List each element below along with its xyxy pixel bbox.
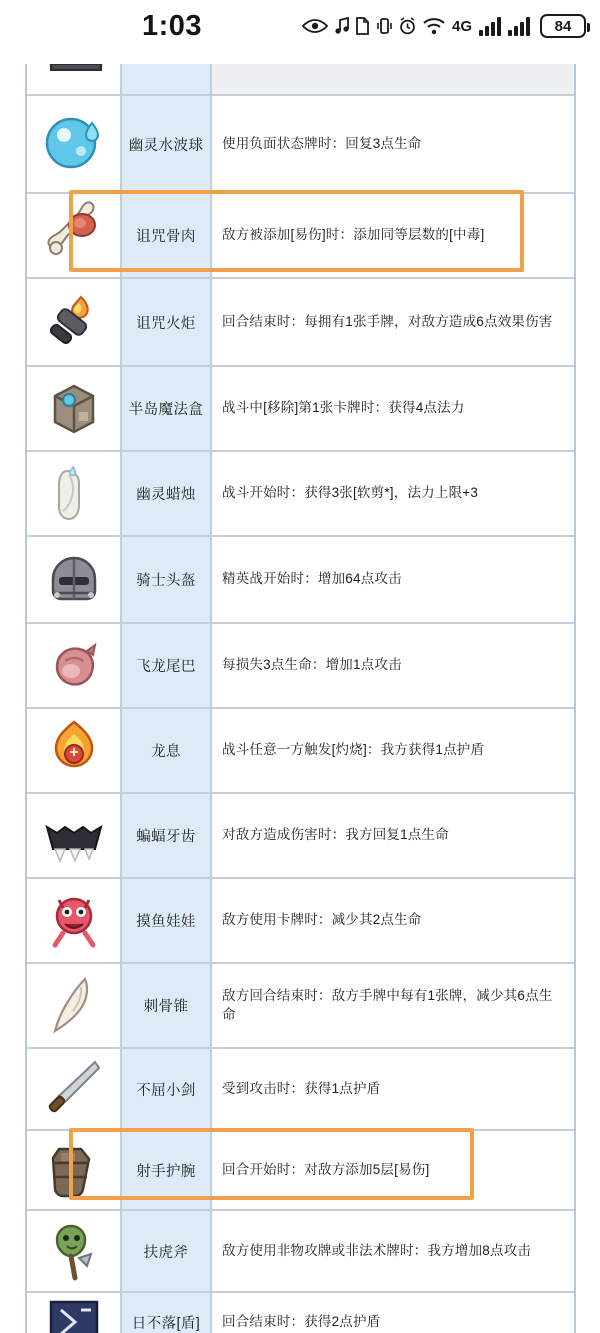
item-name: 诅咒骨肉: [122, 194, 212, 277]
table-row[interactable]: [27, 1049, 574, 1131]
item-name: 摸鱼娃娃: [122, 879, 212, 962]
table-row[interactable]: [27, 709, 574, 794]
item-icon-cell: [27, 367, 122, 450]
network-type-label: 4G: [451, 17, 472, 35]
knight-helmet-icon: [37, 543, 111, 617]
item-icon-cell: [27, 194, 122, 277]
item-icon-cell: [27, 1293, 122, 1333]
status-time: 1:03: [142, 10, 203, 42]
table-row[interactable]: [27, 367, 574, 452]
item-name: 日不落[盾]: [122, 1293, 212, 1333]
battery-level: 84: [554, 17, 572, 35]
unyielding-short-sword-icon: [37, 1052, 111, 1126]
item-table: [25, 0, 576, 1333]
cursed-torch-icon: [37, 285, 111, 359]
item-name: 诅咒火炬: [122, 279, 212, 365]
item-name: 飞龙尾巴: [122, 624, 212, 707]
item-name: 扶虎斧: [122, 1211, 212, 1291]
item-effect: 敌方回合结束时：敌方手牌中每有1张牌，减少其6点生命: [222, 988, 553, 1022]
item-icon-cell: [27, 879, 122, 962]
vibrate-icon: [376, 17, 392, 35]
table-row[interactable]: [27, 1293, 574, 1333]
table-row[interactable]: [27, 1131, 574, 1211]
bat-fang-icon: [37, 799, 111, 873]
file-icon: [356, 17, 369, 35]
item-effect: 敌方使用非物攻牌或非法术牌时：我方增加8点攻击: [222, 1242, 532, 1258]
eye-icon: [302, 18, 328, 34]
dragon-breath-icon: [37, 714, 111, 788]
battery-icon: [540, 14, 586, 38]
item-effect: 每损失3点生命：增加1点攻击: [222, 657, 402, 673]
signal-bars-2-icon: [508, 16, 530, 36]
item-icon-cell: [27, 279, 122, 365]
item-effect: 对敌方造成伤害时：我方回复1点生命: [222, 827, 449, 843]
item-effect: 受到攻击时：获得1点护盾: [222, 1080, 381, 1096]
table-row[interactable]: [27, 624, 574, 709]
bone-spike-icon: [37, 969, 111, 1043]
wyvern-tail-icon: [37, 629, 111, 703]
status-bar: [0, 0, 600, 64]
alarm-icon: [399, 17, 416, 35]
item-effect: 战斗开始时：获得3张[软剪*]，法力上限+3: [222, 485, 479, 501]
item-name: 射手护腕: [122, 1131, 212, 1209]
fish-doll-icon: [37, 884, 111, 958]
music-note-icon: [335, 17, 349, 35]
signal-bars-1-icon: [479, 16, 501, 36]
item-effect: 战斗任意一方触发[灼烧]：我方获得1点护盾: [222, 742, 485, 758]
tiger-support-axe-icon: [37, 1214, 111, 1288]
item-name: 骑士头盔: [122, 537, 212, 622]
item-name: 蝙蝠牙齿: [122, 794, 212, 877]
table-row[interactable]: [27, 879, 574, 964]
item-effect: 敌方使用卡牌时：减少其2点生命: [222, 912, 422, 928]
item-effect: 战斗中[移除]第1张卡牌时：获得4点法力: [222, 400, 465, 416]
sunset-shield-icon: [37, 1296, 111, 1333]
ghost-water-orb-icon: [37, 107, 111, 181]
item-icon-cell: [27, 1049, 122, 1129]
table-row[interactable]: [27, 194, 574, 279]
item-icon-cell: [27, 709, 122, 792]
item-name: 不屈小剑: [122, 1049, 212, 1129]
wifi-icon: [423, 18, 445, 35]
peninsula-magic-box-icon: [37, 372, 111, 446]
item-effect: 精英战开始时：增加64点攻击: [222, 571, 402, 587]
item-icon-cell: [27, 794, 122, 877]
table-row[interactable]: [27, 1211, 574, 1293]
item-effect: 使用负面状态牌时：回复3点生命: [222, 135, 422, 151]
table-row[interactable]: [27, 96, 574, 194]
item-name: 刺骨锥: [122, 964, 212, 1047]
item-name: 幽灵蜡烛: [122, 452, 212, 535]
archer-bracer-icon: [37, 1133, 111, 1207]
item-icon-cell: [27, 1211, 122, 1291]
ghost-candle-icon: [37, 457, 111, 531]
item-icon-cell: [27, 624, 122, 707]
item-effect: 回合结束时：每拥有1张手牌，对敌方造成6点效果伤害: [222, 313, 553, 329]
table-row[interactable]: [27, 964, 574, 1049]
table-row[interactable]: [27, 794, 574, 879]
table-row[interactable]: [27, 279, 574, 367]
table-row[interactable]: [27, 537, 574, 624]
item-icon-cell: [27, 96, 122, 192]
cursed-bone-meat-icon: [37, 199, 111, 273]
table-row[interactable]: [27, 452, 574, 537]
item-name: 半岛魔法盒: [122, 367, 212, 450]
item-effect: 回合开始时：对敌方添加5层[易伤]: [222, 1161, 430, 1177]
item-effect: 敌方被添加[易伤]时：添加同等层数的[中毒]: [222, 227, 485, 243]
item-effect: 回合结束时：获得2点护盾: [222, 1313, 381, 1329]
item-icon-cell: [27, 964, 122, 1047]
status-icons: [302, 14, 586, 38]
item-icon-cell: [27, 452, 122, 535]
item-name: 龙息: [122, 709, 212, 792]
item-icon-cell: [27, 537, 122, 622]
item-name: 幽灵水波球: [122, 96, 212, 192]
item-icon-cell: [27, 1131, 122, 1209]
